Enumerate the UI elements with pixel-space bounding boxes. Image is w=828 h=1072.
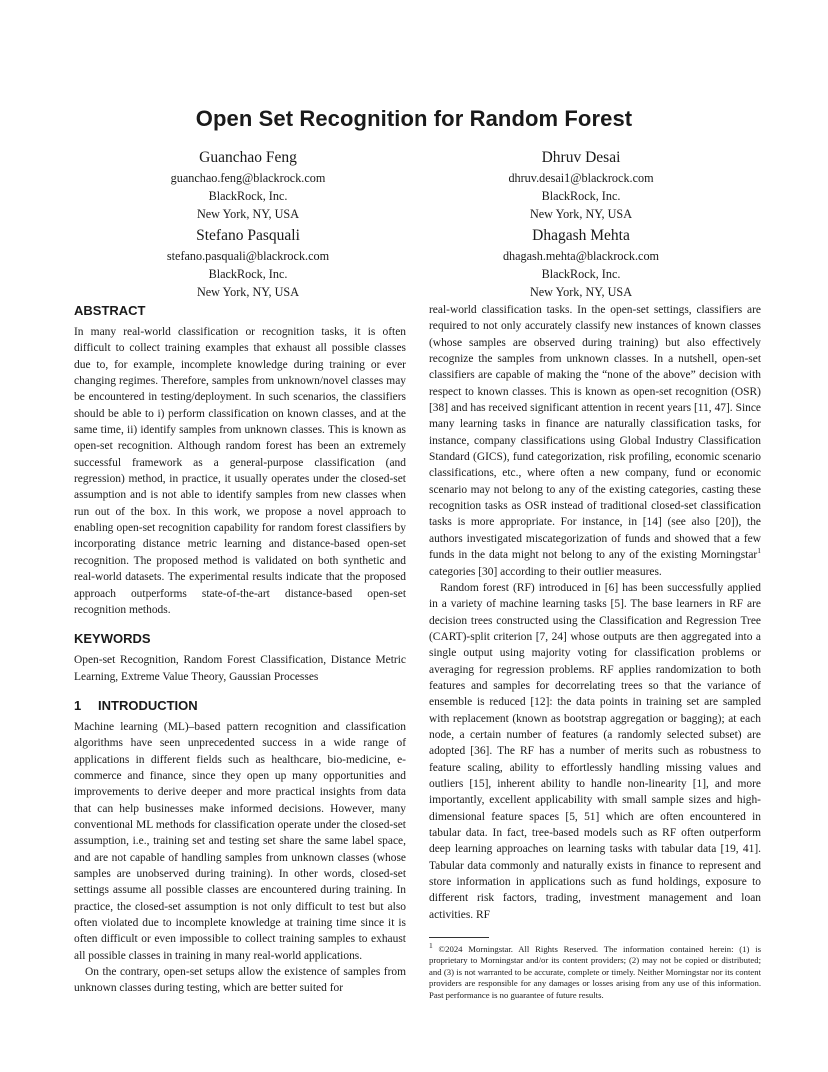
abstract-heading: ABSTRACT [74,303,146,318]
author-block [431,148,731,223]
body-paragraph [429,302,761,580]
author-email: dhruv.desai1@blackrock.com [508,171,654,185]
author-name: Dhruv Desai [541,149,621,166]
abstract-text: In many real-world classification or recognition tasks, it is often difficult to collect training examples that exhaust all possible classes due to, for example, incomplete knowledge during training or ever changing regimes. Therefore, samples from unknown/novel classes may be encountered in testing/deployment. In such scenarios, the classifiers should be able to i) perform classification on known classes, and at the same time, ii) identify samples from unknown classes. This is known as open-set recognition. Although random forest has been an extremely successful framework as a general-purpose classification (and regression) method, in practice, it usually operates under the closed-set assumption and is not able to identify samples from new classes when run out of the box. In this work, we propose a novel approach to enabling open-set recognition capability for random forest classifiers by incorporating distance metric learning and distance-based open-set recognition. The proposed method is validated on both synthetic and real-world datasets. The experimental results indicate that the proposed approach outperforms state-of-the-art distance-based open-set recognition methods. [74,326,406,616]
intro-paragraph: On the contrary, open-set setups allow the existence of samples from unknown classes during testing, which are better suited for [74,966,406,995]
author-name: Dhagash Mehta [532,227,630,244]
introduction-heading [74,697,406,715]
author-affiliation: BlackRock, Inc. [541,189,621,203]
section-number: 1 [74,697,82,713]
body-paragraph: Random forest (RF) introduced in [6] has been successfully applied in a variety of machine learning tasks [5]. The base learners in RF are decision trees constructed using the Classification and Regression Tree (CART)-split criterion [7, 24] whose outputs are then aggregated into a single output using majority voting for classification problems or averaging for regression problems. RF applies randomization to both features and samples for decorrelating trees so that the variance of ensemble is reduced [12]: the data points in training set are sampled with replacement (known as bootstrap aggregation or bagging); at each node, a certain number of features (a randomly selected subset) are adopted [36]. The RF has a number of merits such as robustness to feature scaling, ability to effortlessly handling missing values and outliers [15], inherent ability to handle non-linearity [1], and more importantly, excellent applicability with small sample sizes and high-dimensional feature spaces [5, 51] which are often encountered in tabular data. In fact, tree-based models such as RF often outperform deep learning approaches on learning tasks with tabular data [19, 41]. Tabular data commonly and naturally exists in finance to represent and store information in applications such as fund holdings, exposure to different risk factors, trading, investment management and loan activities. RF [429,581,761,921]
author-affiliation: BlackRock, Inc. [208,189,288,203]
author-location: New York, NY, USA [196,285,300,299]
left-column [74,302,406,997]
paragraph-text: categories [30] according to their outlier measures. [429,565,662,578]
author-affiliation: BlackRock, Inc. [541,267,621,281]
author-email: guanchao.feng@blackrock.com [170,171,326,185]
footnote [429,941,761,1001]
author-block [98,148,398,223]
footnote-number: 1 [429,941,433,951]
author-name: Guanchao Feng [199,149,297,166]
paragraph-text: real-world classification tasks. In the open-set settings, classifiers are required to not only accurately classify new instances of known classes (whose samples are observed during training) but also effectively recognize the samples from unknown classes. In a nutshell, open-set classifiers are capable of making the “none of the above” decision with respect to known classes. This is known as open-set recognition (OSR) [38] and has received significant attention in recent years [11, 47]. Since many learning tasks in finance are naturally classification tasks, for instance, company classifications using Global Industry Classification Standard (GICS), fund categorization, risk profiling, economic scenario classifications, etc., where often a new company, fund or economic scenario may not belong to any of the existing categories, casting these recognition tasks as OSR instead of traditional closed-set classification tasks is more appropriate. For instance, in [14] (see also [20]), the authors investigated miscategorization of funds and showed that a few funds in the data might not belong to any of the existing Morningstar [429,304,761,562]
footnote-text: ©2024 Morningstar. All Rights Reserved. The information contained herein: (1) is proprietary to Morningstar and/or its content providers; (2) may not be copied or distributed; and (3) is not warranted to be accurate, complete or timely. Neither Morningstar nor its content providers are responsible for any damages or losses arising from any use of this information. Past performance is no guarantee of future results. [429,944,761,1000]
paper-title: Open Set Recognition for Random Forest [195,106,633,131]
author-location: New York, NY, USA [196,207,300,221]
section-title: INTRODUCTION [98,697,198,713]
author-location: New York, NY, USA [529,207,633,221]
author-block [431,226,731,301]
author-affiliation: BlackRock, Inc. [208,267,288,281]
author-email: dhagash.mehta@blackrock.com [502,249,660,263]
keywords-heading: KEYWORDS [74,631,151,647]
author-name: Stefano Pasquali [196,227,300,244]
footnote-rule [429,937,489,938]
right-column [429,302,761,1001]
footnote-marker: 1 [757,546,761,556]
author-block [98,226,398,301]
author-email: stefano.pasquali@blackrock.com [166,249,330,263]
keywords-text: Open-set Recognition, Random Forest Classification, Distance Metric Learning, Extreme Value Theory, Gaussian Processes [74,654,406,683]
intro-paragraph: Machine learning (ML)–based pattern recognition and classification algorithms have seen unprecedented success in a wide range of applications in different fields such as healthcare, bio-medicine, e-commerce and finance, since they open up many opportunities and improvements to derive deeper and more practical insights from data that can help businesses make informed decisions. However, many conventional ML methods for classification operate under the closed-set assumption, i.e., training set and testing set share the same label space, and are not capable of handling samples from unknown classes (whose samples are unobserved during training). In other words, closed-set settings assume all possible classes are encountered during training. In practice, the closed-set assumption is not only difficult to test but also often violated due to incomplete knowledge at training time since it is often difficult or even impossible to collect training samples to exhaust all possible classes in training in many real-world applications. [74,720,406,962]
author-location: New York, NY, USA [529,285,633,299]
